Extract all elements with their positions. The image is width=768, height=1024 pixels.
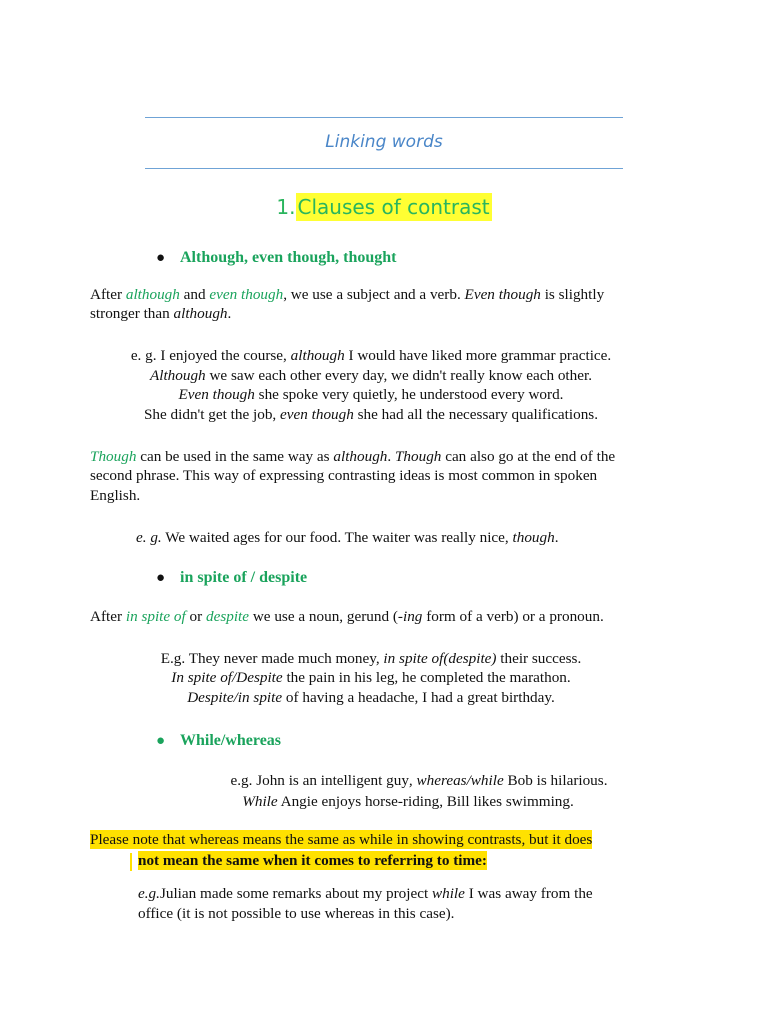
text-run: e.g. John is an intelligent guy bbox=[230, 772, 409, 789]
top-rule bbox=[145, 117, 623, 118]
text-run: although bbox=[333, 448, 388, 465]
text-run: of having a headache, I had a great birthday. bbox=[282, 689, 555, 706]
text-run: Julian made some remarks about my project bbox=[159, 885, 432, 902]
text-run: can also go at the end of the bbox=[441, 448, 616, 465]
s3-example-1 bbox=[0, 771, 768, 790]
text-run: . bbox=[227, 305, 232, 322]
text-run: , whereas/while bbox=[408, 772, 504, 789]
bullet-label: While/whereas bbox=[180, 732, 282, 749]
bottom-rule bbox=[145, 168, 623, 169]
text-run: English. bbox=[90, 487, 141, 504]
text-run: or bbox=[185, 608, 206, 625]
heading-text: Clauses of contrast bbox=[297, 195, 490, 219]
text-run: in spite of(despite) bbox=[383, 650, 497, 667]
text-run: Angie enjoys horse-riding, Bill likes swimming. bbox=[277, 793, 574, 810]
s1-example-3 bbox=[0, 385, 742, 404]
note-example-line1 bbox=[138, 884, 593, 903]
s1-para2-line2 bbox=[90, 466, 597, 485]
text-run: Though bbox=[90, 448, 137, 465]
bullet-dot-icon: ● bbox=[156, 570, 166, 586]
text-run: She didn't get the job, bbox=[143, 406, 281, 423]
s1-para2-line1 bbox=[90, 447, 615, 466]
text-run: second phrase. This way of expressing contrasting ideas is most common in spoken bbox=[90, 467, 598, 484]
text-run: e.g. bbox=[138, 885, 160, 902]
text-run: e. g. bbox=[136, 529, 162, 546]
s2-example-3 bbox=[0, 688, 742, 707]
text-run: form of a verb) or a pronoun. bbox=[422, 608, 604, 625]
section-heading bbox=[0, 195, 768, 219]
note-example-line2 bbox=[138, 904, 454, 923]
text-run: In spite of/Despite bbox=[171, 669, 283, 686]
s1-example-2 bbox=[0, 366, 742, 385]
text-run: stronger than bbox=[90, 305, 174, 322]
text-run: I was away from the bbox=[464, 885, 593, 902]
text-run: . bbox=[554, 529, 559, 546]
bullet-dot-icon: ● bbox=[156, 733, 166, 749]
s2-para1 bbox=[90, 607, 604, 626]
text-run: she had all the necessary qualifications. bbox=[353, 406, 599, 423]
text-run: we use a noun, gerund ( bbox=[249, 608, 398, 625]
s2-example-1 bbox=[0, 649, 742, 668]
text-run: e. g. I enjoyed the course, bbox=[130, 347, 291, 364]
text-run: she spoke very quietly, he understood every word. bbox=[254, 386, 564, 403]
text-run: though bbox=[512, 529, 555, 546]
highlight-bar bbox=[130, 853, 132, 871]
text-run: E.g. They never made much money, bbox=[160, 650, 384, 667]
text-run: Even though bbox=[464, 286, 541, 303]
text-run: Despite/in spite bbox=[187, 689, 283, 706]
text-run: although bbox=[173, 305, 228, 322]
note-line-2-text: not mean the same when it comes to referring to time: bbox=[138, 852, 487, 869]
text-run: despite bbox=[206, 608, 250, 625]
text-run: Although bbox=[149, 367, 206, 384]
text-run: Bob is hilarious. bbox=[503, 772, 608, 789]
text-run: although bbox=[125, 286, 180, 303]
text-run: is slightly bbox=[540, 286, 605, 303]
text-run: , we use a subject and a verb. bbox=[283, 286, 465, 303]
text-run: After bbox=[90, 286, 126, 303]
text-run: their success. bbox=[496, 650, 582, 667]
text-run: the pain in his leg, he completed the marathon. bbox=[282, 669, 571, 686]
note-line-2 bbox=[130, 851, 487, 871]
document-subtitle: Linking words bbox=[325, 132, 443, 152]
bullet-although bbox=[156, 249, 397, 267]
text-run: -ing bbox=[397, 608, 423, 625]
note-line-1-text: Please note that whereas means the same as while in showing contrasts, but it does bbox=[90, 831, 593, 848]
s1-example-5 bbox=[136, 528, 559, 547]
s1-para2-line3 bbox=[90, 486, 140, 505]
text-run: even though bbox=[280, 406, 354, 423]
heading-number: 1. bbox=[276, 195, 296, 219]
text-run: . bbox=[387, 448, 395, 465]
text-run: office (it is not possible to use whereas in this case). bbox=[138, 905, 455, 922]
bullet-while-whereas bbox=[156, 732, 281, 750]
text-run: although bbox=[290, 347, 345, 364]
bullet-in-spite-of bbox=[156, 569, 307, 587]
text-run: in spite of bbox=[125, 608, 186, 625]
s3-example-2 bbox=[0, 792, 768, 811]
s1-example-4 bbox=[0, 405, 742, 424]
s1-para1-line2 bbox=[90, 304, 231, 323]
text-run: even though bbox=[209, 286, 284, 303]
bullet-label: in spite of / despite bbox=[180, 569, 308, 586]
text-run: can be used in the same way as bbox=[136, 448, 334, 465]
text-run: while bbox=[431, 885, 465, 902]
bullet-dot-icon: ● bbox=[156, 250, 166, 266]
text-run: After bbox=[90, 608, 126, 625]
text-run: We waited ages for our food. The waiter was really nice, bbox=[161, 529, 513, 546]
bullet-label: Although, even though, thought bbox=[180, 249, 397, 266]
text-run: I would have liked more grammar practice. bbox=[344, 347, 612, 364]
text-run: and bbox=[179, 286, 210, 303]
s1-example-1 bbox=[0, 346, 742, 365]
note-line-1 bbox=[90, 830, 668, 850]
text-run: Even though bbox=[178, 386, 255, 403]
s1-para1-line1 bbox=[90, 285, 604, 304]
text-run: While bbox=[242, 793, 278, 810]
text-run: we saw each other every day, we didn't really know each other. bbox=[205, 367, 593, 384]
s2-example-2 bbox=[0, 668, 742, 687]
text-run: Though bbox=[394, 448, 442, 465]
